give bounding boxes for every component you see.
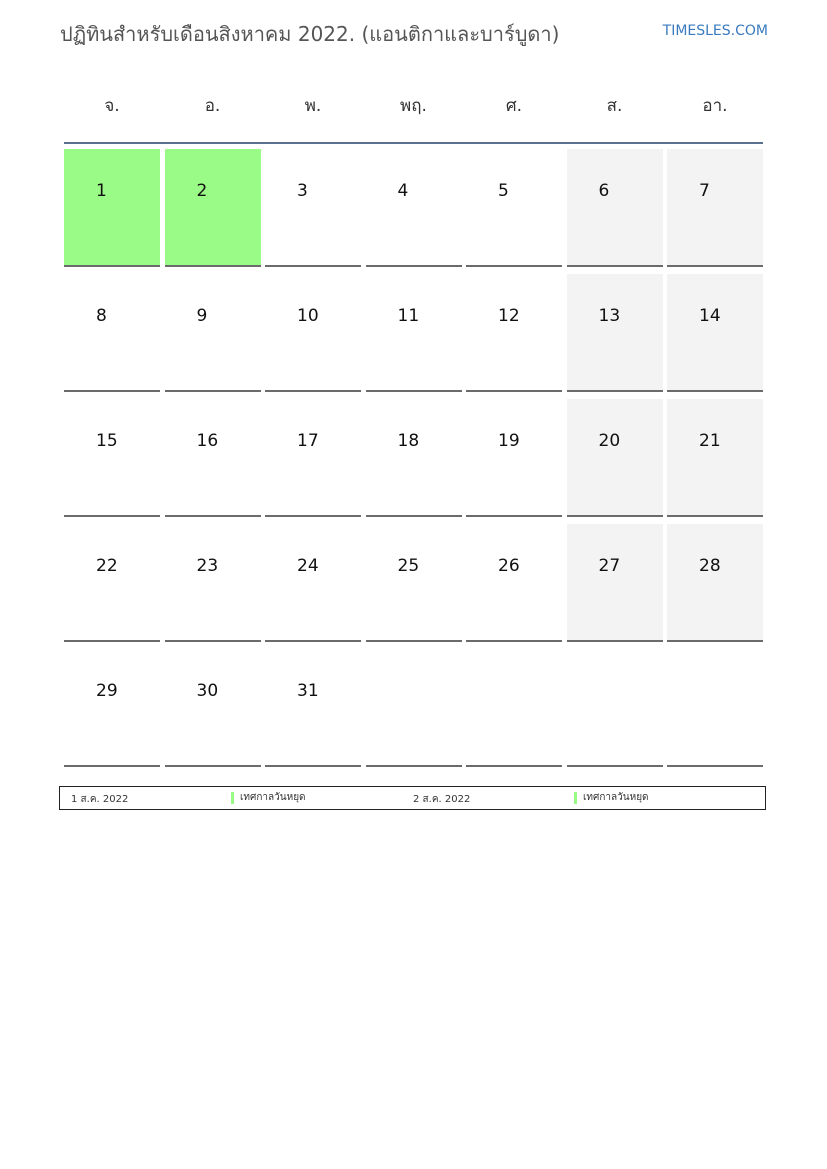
weekday-mon: จ. [104,96,120,116]
calendar-empty-cell [466,649,562,767]
legend-date-1: 1 ส.ค. 2022 [71,794,129,805]
calendar-day-cell[interactable] [165,524,261,642]
legend-holiday-name-2: เทศกาลวันหยุด [574,792,649,804]
calendar-day-cell[interactable] [265,149,361,267]
day-number: 8 [96,306,107,326]
weekday-sat: ส. [606,96,623,116]
day-number: 14 [699,306,721,326]
calendar-empty-cell [667,649,763,767]
day-number: 17 [297,431,319,451]
day-number: 20 [598,431,621,451]
calendar-day-cell[interactable] [165,399,261,517]
day-number: 12 [498,306,520,326]
calendar-day-cell[interactable] [64,399,160,517]
weekday-header-row [64,92,764,118]
calendar-day-cell[interactable] [466,524,562,642]
day-number: 9 [196,306,208,326]
calendar-day-cell[interactable] [165,649,261,767]
calendar-day-cell[interactable] [64,524,160,642]
day-number: 31 [297,681,319,701]
weekday-wed: พ. [304,96,322,116]
calendar-day-cell[interactable] [567,399,663,517]
calendar-day-cell[interactable] [466,149,562,267]
calendar-empty-cell [567,649,663,767]
day-number: 29 [96,681,118,701]
weekday-thu: พฤ. [400,96,427,116]
day-number: 18 [397,431,420,451]
holiday-legend [59,786,766,810]
day-number: 21 [699,431,721,451]
day-number: 28 [699,556,721,576]
day-number: 25 [397,556,420,576]
day-number: 26 [498,556,520,576]
weekday-tue: อ. [204,96,221,116]
day-number: 10 [297,306,319,326]
day-number: 27 [598,556,621,576]
day-number: 24 [297,556,319,576]
calendar-grid [64,149,764,771]
calendar-day-cell[interactable] [265,649,361,767]
day-number: 15 [96,431,118,451]
header-divider [64,142,763,144]
calendar-day-cell[interactable] [667,524,763,642]
calendar-day-cell[interactable] [466,399,562,517]
day-number: 3 [297,181,308,201]
calendar-day-cell[interactable] [64,149,160,267]
calendar-day-cell[interactable] [366,524,462,642]
calendar-day-cell[interactable] [265,524,361,642]
day-number: 11 [397,306,420,326]
day-number: 13 [598,306,621,326]
day-number: 6 [598,181,610,201]
calendar-day-cell[interactable] [466,274,562,392]
calendar-day-cell[interactable] [667,399,763,517]
weekday-fri: ศ. [505,96,523,116]
legend-holiday-name-1: เทศกาลวันหยุด [231,792,306,804]
weekday-sun: อา. [702,96,728,116]
day-number: 19 [498,431,520,451]
day-number: 2 [196,181,208,201]
calendar-day-cell[interactable] [667,274,763,392]
brand-link[interactable]: TIMESLES.COM [662,23,768,39]
day-number: 7 [699,181,710,201]
calendar-day-cell[interactable] [64,274,160,392]
day-number: 22 [96,556,118,576]
day-number: 30 [196,681,219,701]
calendar-day-cell[interactable] [667,149,763,267]
day-number: 4 [397,181,409,201]
calendar-day-cell[interactable] [265,399,361,517]
day-number: 5 [498,181,509,201]
calendar-day-cell[interactable] [64,649,160,767]
calendar-day-cell[interactable] [567,274,663,392]
calendar-day-cell[interactable] [366,399,462,517]
calendar-empty-cell [366,649,462,767]
calendar-day-cell[interactable] [567,524,663,642]
calendar-day-cell[interactable] [366,149,462,267]
calendar-day-cell[interactable] [165,149,261,267]
day-number: 1 [96,181,107,201]
calendar-day-cell[interactable] [165,274,261,392]
day-number: 23 [196,556,219,576]
calendar-day-cell[interactable] [265,274,361,392]
legend-date-2: 2 ส.ค. 2022 [413,794,471,805]
day-number: 16 [196,431,219,451]
calendar-day-cell[interactable] [366,274,462,392]
page-title: ปฏิทินสำหรับเดือนสิงหาคม 2022. (แอนติกาและบาร์บูดา) [60,22,560,46]
calendar-day-cell[interactable] [567,149,663,267]
